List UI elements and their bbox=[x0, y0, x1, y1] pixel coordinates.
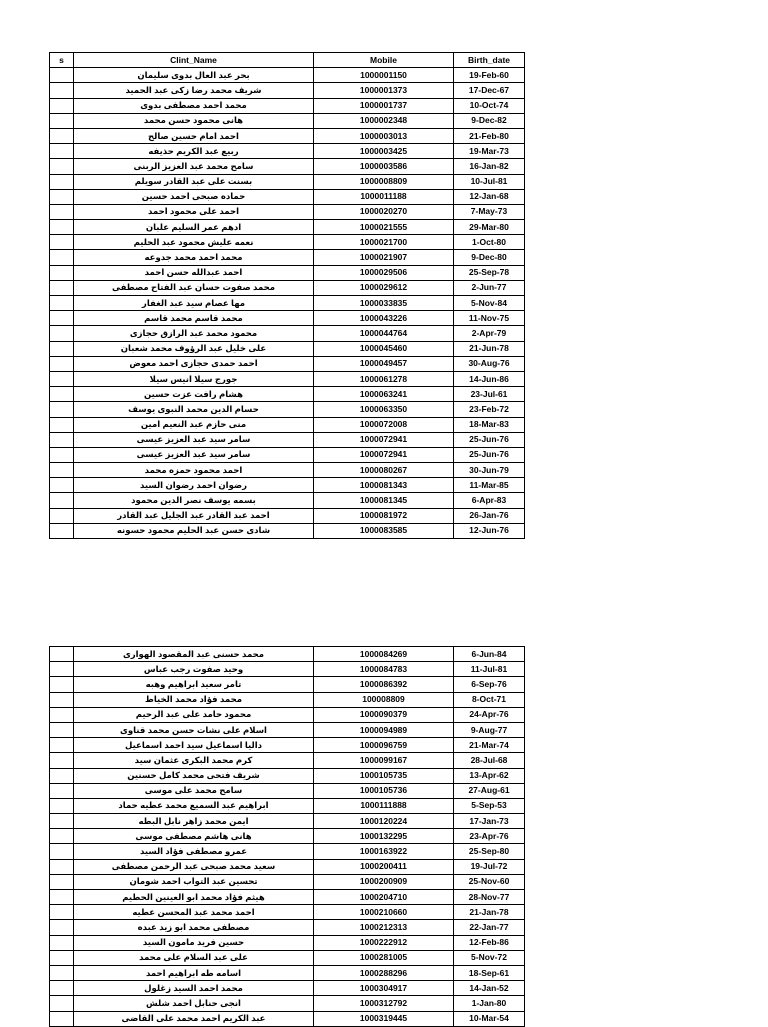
cell-birth-date: 1-Jan-80 bbox=[454, 996, 525, 1011]
cell-mobile: 1000061278 bbox=[314, 371, 454, 386]
cell-s bbox=[50, 463, 74, 478]
cell-s bbox=[50, 829, 74, 844]
table-row bbox=[50, 768, 525, 783]
table-row bbox=[50, 417, 525, 432]
cell-s bbox=[50, 128, 74, 143]
cell-mobile: 1000120224 bbox=[314, 814, 454, 829]
table-row bbox=[50, 738, 525, 753]
cell-birth-date: 30-Aug-76 bbox=[454, 356, 525, 371]
cell-s bbox=[50, 113, 74, 128]
cell-birth-date: 17-Dec-67 bbox=[454, 83, 525, 98]
cell-mobile: 1000063241 bbox=[314, 387, 454, 402]
cell-client-name: حماده صبحى احمد حسين bbox=[74, 189, 314, 204]
table-row bbox=[50, 220, 525, 235]
cell-birth-date: 22-Jan-77 bbox=[454, 920, 525, 935]
table-row bbox=[50, 189, 525, 204]
cell-mobile: 1000001737 bbox=[314, 98, 454, 113]
table-row bbox=[50, 647, 525, 662]
cell-client-name: عبد الكريم احمد محمد على القاضى bbox=[74, 1011, 314, 1026]
cell-mobile: 1000304917 bbox=[314, 981, 454, 996]
cell-client-name: حسام الدين محمد النبوى يوسف bbox=[74, 402, 314, 417]
cell-client-name: بسمه يوسف نصر الدين محمود bbox=[74, 493, 314, 508]
cell-client-name: هانى هاشم مصطفى موسى bbox=[74, 829, 314, 844]
table-row bbox=[50, 814, 525, 829]
cell-client-name: محمد احمد محمد جدوعه bbox=[74, 250, 314, 265]
cell-birth-date: 18-Mar-83 bbox=[454, 417, 525, 432]
cell-birth-date: 11-Jul-81 bbox=[454, 662, 525, 677]
cell-birth-date: 7-May-73 bbox=[454, 204, 525, 219]
cell-birth-date: 25-Nov-60 bbox=[454, 874, 525, 889]
cell-s bbox=[50, 722, 74, 737]
cell-client-name: على عبد السلام على محمد bbox=[74, 950, 314, 965]
cell-client-name: ادهم عمر السليم علبان bbox=[74, 220, 314, 235]
cell-client-name: احمد عبد القادر عبد الجليل عبد القادر bbox=[74, 508, 314, 523]
cell-birth-date: 28-Nov-77 bbox=[454, 890, 525, 905]
cell-mobile: 1000001150 bbox=[314, 68, 454, 83]
cell-s bbox=[50, 950, 74, 965]
cell-mobile: 1000072941 bbox=[314, 432, 454, 447]
cell-birth-date: 25-Sep-78 bbox=[454, 265, 525, 280]
cell-birth-date: 21-Feb-80 bbox=[454, 128, 525, 143]
cell-birth-date: 14-Jun-86 bbox=[454, 371, 525, 386]
cell-mobile: 1000096759 bbox=[314, 738, 454, 753]
cell-s bbox=[50, 371, 74, 386]
cell-s bbox=[50, 508, 74, 523]
cell-s bbox=[50, 432, 74, 447]
cell-mobile: 1000008809 bbox=[314, 174, 454, 189]
cell-mobile: 1000049457 bbox=[314, 356, 454, 371]
cell-mobile: 1000021907 bbox=[314, 250, 454, 265]
table-row bbox=[50, 523, 525, 538]
cell-mobile: 1000003013 bbox=[314, 128, 454, 143]
cell-s bbox=[50, 189, 74, 204]
cell-client-name: احمد امام حسين صالح bbox=[74, 128, 314, 143]
table-row bbox=[50, 874, 525, 889]
cell-mobile: 1000002348 bbox=[314, 113, 454, 128]
cell-client-name: محمد صفوت حسان عبد الفتاح مصطفى bbox=[74, 280, 314, 295]
cell-birth-date: 25-Jun-76 bbox=[454, 432, 525, 447]
cell-s bbox=[50, 68, 74, 83]
cell-client-name: محمد احمد السيد زغلول bbox=[74, 981, 314, 996]
cell-birth-date: 25-Jun-76 bbox=[454, 447, 525, 462]
table-row bbox=[50, 83, 525, 98]
cell-s bbox=[50, 402, 74, 417]
cell-s bbox=[50, 920, 74, 935]
cell-s bbox=[50, 662, 74, 677]
cell-client-name: احمد محمود حمزه محمد bbox=[74, 463, 314, 478]
cell-s bbox=[50, 965, 74, 980]
table-row bbox=[50, 447, 525, 462]
table-row bbox=[50, 250, 525, 265]
cell-s bbox=[50, 905, 74, 920]
cell-client-name: احمد حمدى حجازى احمد معوض bbox=[74, 356, 314, 371]
table-row bbox=[50, 356, 525, 371]
cell-mobile: 1000044764 bbox=[314, 326, 454, 341]
cell-client-name: على خليل عبد الرؤوف محمد شعبان bbox=[74, 341, 314, 356]
cell-mobile: 1000090379 bbox=[314, 707, 454, 722]
cell-s bbox=[50, 874, 74, 889]
cell-s bbox=[50, 341, 74, 356]
cell-s bbox=[50, 417, 74, 432]
cell-client-name: شريف محمد رضا زكى عبد الحميد bbox=[74, 83, 314, 98]
cell-s bbox=[50, 220, 74, 235]
header-s: s bbox=[50, 53, 74, 68]
cell-s bbox=[50, 204, 74, 219]
cell-client-name: جورج سيلا انيس سيلا bbox=[74, 371, 314, 386]
cell-mobile: 1000043226 bbox=[314, 311, 454, 326]
cell-client-name: نعمه عليش محمود عبد الحليم bbox=[74, 235, 314, 250]
table-row bbox=[50, 508, 525, 523]
cell-s bbox=[50, 144, 74, 159]
table-row bbox=[50, 159, 525, 174]
cell-client-name: احمد على محمود احمد bbox=[74, 204, 314, 219]
cell-s bbox=[50, 356, 74, 371]
cell-s bbox=[50, 98, 74, 113]
cell-client-name: سامح محمد عبد العزيز الربنى bbox=[74, 159, 314, 174]
cell-s bbox=[50, 83, 74, 98]
table-row bbox=[50, 981, 525, 996]
cell-mobile: 1000105735 bbox=[314, 768, 454, 783]
cell-birth-date: 23-Jul-61 bbox=[454, 387, 525, 402]
cell-s bbox=[50, 280, 74, 295]
cell-mobile: 1000281005 bbox=[314, 950, 454, 965]
table-row bbox=[50, 859, 525, 874]
cell-birth-date: 14-Jan-52 bbox=[454, 981, 525, 996]
cell-mobile: 1000003425 bbox=[314, 144, 454, 159]
cell-s bbox=[50, 768, 74, 783]
cell-s bbox=[50, 692, 74, 707]
cell-birth-date: 10-Oct-74 bbox=[454, 98, 525, 113]
cell-s bbox=[50, 798, 74, 813]
cell-client-name: حسين فريد مامون السيد bbox=[74, 935, 314, 950]
cell-birth-date: 19-Feb-60 bbox=[454, 68, 525, 83]
table-row bbox=[50, 798, 525, 813]
cell-client-name: سامر سيد عبد العزيز عيسى bbox=[74, 447, 314, 462]
table-row bbox=[50, 463, 525, 478]
cell-client-name: شريف فتحى محمد كامل حسنين bbox=[74, 768, 314, 783]
cell-client-name: مها عصام سيد عبد الغفار bbox=[74, 296, 314, 311]
cell-birth-date: 10-Mar-54 bbox=[454, 1011, 525, 1026]
table-row bbox=[50, 722, 525, 737]
cell-client-name: هيثم فؤاد محمد ابو العينين الحطيم bbox=[74, 890, 314, 905]
cell-mobile: 1000080267 bbox=[314, 463, 454, 478]
cell-client-name: تامر سعيد ابراهيم وهبه bbox=[74, 677, 314, 692]
cell-client-name: سامح محمد على موسى bbox=[74, 783, 314, 798]
table-row bbox=[50, 478, 525, 493]
cell-client-name: شادى حسن عبد الحليم محمود حسونه bbox=[74, 523, 314, 538]
header-birth-date: Birth_date bbox=[454, 53, 525, 68]
cell-mobile: 1000200909 bbox=[314, 874, 454, 889]
cell-s bbox=[50, 478, 74, 493]
cell-client-name: محمود محمد عبد الرازق حجازى bbox=[74, 326, 314, 341]
cell-mobile: 1000200411 bbox=[314, 859, 454, 874]
table-row bbox=[50, 753, 525, 768]
cell-mobile: 1000045460 bbox=[314, 341, 454, 356]
cell-s bbox=[50, 326, 74, 341]
cell-mobile: 1000081343 bbox=[314, 478, 454, 493]
cell-s bbox=[50, 996, 74, 1011]
table-row bbox=[50, 996, 525, 1011]
cell-mobile: 1000063350 bbox=[314, 402, 454, 417]
table-row bbox=[50, 965, 525, 980]
cell-client-name: هانى محمود حسن محمد bbox=[74, 113, 314, 128]
table-row bbox=[50, 296, 525, 311]
cell-birth-date: 19-Mar-73 bbox=[454, 144, 525, 159]
table-row bbox=[50, 113, 525, 128]
cell-mobile: 1000319445 bbox=[314, 1011, 454, 1026]
cell-mobile: 1000288296 bbox=[314, 965, 454, 980]
cell-birth-date: 21-Jan-78 bbox=[454, 905, 525, 920]
cell-mobile: 1000021700 bbox=[314, 235, 454, 250]
table-row bbox=[50, 890, 525, 905]
table-row bbox=[50, 128, 525, 143]
cell-mobile: 1000212313 bbox=[314, 920, 454, 935]
cell-mobile: 1000204710 bbox=[314, 890, 454, 905]
table-row bbox=[50, 280, 525, 295]
table-row bbox=[50, 493, 525, 508]
cell-birth-date: 29-Mar-80 bbox=[454, 220, 525, 235]
cell-mobile: 1000072941 bbox=[314, 447, 454, 462]
cell-birth-date: 17-Jan-73 bbox=[454, 814, 525, 829]
table-row bbox=[50, 707, 525, 722]
cell-s bbox=[50, 981, 74, 996]
cell-s bbox=[50, 250, 74, 265]
cell-client-name: اسامه طه ابراهيم احمد bbox=[74, 965, 314, 980]
cell-client-name: ايمن محمد زاهر نابل البطه bbox=[74, 814, 314, 829]
table-row bbox=[50, 265, 525, 280]
cell-birth-date: 5-Nov-84 bbox=[454, 296, 525, 311]
cell-s bbox=[50, 174, 74, 189]
cell-client-name: منى حازم عبد النعيم امين bbox=[74, 417, 314, 432]
cell-client-name: بحر عبد العال بدوى سليمان bbox=[74, 68, 314, 83]
cell-birth-date: 10-Jul-81 bbox=[454, 174, 525, 189]
cell-mobile: 1000084783 bbox=[314, 662, 454, 677]
cell-s bbox=[50, 311, 74, 326]
cell-s bbox=[50, 493, 74, 508]
table-row bbox=[50, 204, 525, 219]
cell-birth-date: 1-Oct-80 bbox=[454, 235, 525, 250]
table-row bbox=[50, 144, 525, 159]
cell-client-name: محمد حسنى عبد المقصود الهوارى bbox=[74, 647, 314, 662]
table-row bbox=[50, 920, 525, 935]
cell-birth-date: 5-Nov-72 bbox=[454, 950, 525, 965]
cell-client-name: داليا اسماعيل سيد احمد اسماعيل bbox=[74, 738, 314, 753]
cell-birth-date: 12-Feb-86 bbox=[454, 935, 525, 950]
cell-birth-date: 23-Feb-72 bbox=[454, 402, 525, 417]
table-row bbox=[50, 402, 525, 417]
table-row bbox=[50, 829, 525, 844]
cell-mobile: 1000021555 bbox=[314, 220, 454, 235]
table-row bbox=[50, 844, 525, 859]
cell-s bbox=[50, 844, 74, 859]
cell-client-name: ربيع عبد الكريم حذيفه bbox=[74, 144, 314, 159]
cell-s bbox=[50, 387, 74, 402]
table-row bbox=[50, 174, 525, 189]
cell-s bbox=[50, 707, 74, 722]
cell-client-name: احمد عبدالله حسن احمد bbox=[74, 265, 314, 280]
cell-mobile: 1000210660 bbox=[314, 905, 454, 920]
cell-birth-date: 6-Apr-83 bbox=[454, 493, 525, 508]
cell-mobile: 1000072008 bbox=[314, 417, 454, 432]
cell-birth-date: 21-Jun-78 bbox=[454, 341, 525, 356]
table-row bbox=[50, 371, 525, 386]
cell-s bbox=[50, 265, 74, 280]
cell-client-name: سامر سيد عبد العزيز عيسى bbox=[74, 432, 314, 447]
cell-mobile: 1000029506 bbox=[314, 265, 454, 280]
cell-s bbox=[50, 890, 74, 905]
cell-s bbox=[50, 523, 74, 538]
cell-mobile: 1000312792 bbox=[314, 996, 454, 1011]
cell-birth-date: 28-Jul-68 bbox=[454, 753, 525, 768]
cell-client-name: رضوان احمد رضوان السيد bbox=[74, 478, 314, 493]
cell-birth-date: 9-Dec-82 bbox=[454, 113, 525, 128]
cell-s bbox=[50, 753, 74, 768]
table-row bbox=[50, 235, 525, 250]
table-row bbox=[50, 432, 525, 447]
table-row bbox=[50, 387, 525, 402]
table-row bbox=[50, 326, 525, 341]
cell-client-name: عمرو مصطفى فؤاد السيد bbox=[74, 844, 314, 859]
table-row bbox=[50, 98, 525, 113]
cell-mobile: 1000081972 bbox=[314, 508, 454, 523]
table-row bbox=[50, 341, 525, 356]
cell-mobile: 1000011188 bbox=[314, 189, 454, 204]
cell-client-name: هشام رافت عزت حسين bbox=[74, 387, 314, 402]
cell-birth-date: 27-Aug-61 bbox=[454, 783, 525, 798]
cell-mobile: 1000086392 bbox=[314, 677, 454, 692]
header-row bbox=[50, 53, 525, 68]
table-row bbox=[50, 311, 525, 326]
cell-client-name: ابراهيم عبد السميع محمد عطيه حماد bbox=[74, 798, 314, 813]
cell-mobile: 1000111888 bbox=[314, 798, 454, 813]
table-row bbox=[50, 935, 525, 950]
table-row bbox=[50, 950, 525, 965]
cell-birth-date: 19-Jul-72 bbox=[454, 859, 525, 874]
cell-s bbox=[50, 235, 74, 250]
cell-birth-date: 12-Jan-68 bbox=[454, 189, 525, 204]
table-row bbox=[50, 783, 525, 798]
cell-mobile: 1000105736 bbox=[314, 783, 454, 798]
cell-client-name: بسنت على عبد القادر سويلم bbox=[74, 174, 314, 189]
cell-birth-date: 11-Mar-85 bbox=[454, 478, 525, 493]
cell-mobile: 1000001373 bbox=[314, 83, 454, 98]
table-row bbox=[50, 68, 525, 83]
table-row bbox=[50, 905, 525, 920]
cell-birth-date: 16-Jan-82 bbox=[454, 159, 525, 174]
cell-client-name: محمد قاسم محمد قاسم bbox=[74, 311, 314, 326]
cell-mobile: 1000222912 bbox=[314, 935, 454, 950]
cell-client-name: محمد فؤاد محمد الخياط bbox=[74, 692, 314, 707]
cell-client-name: محمد احمد مصطفى بدوى bbox=[74, 98, 314, 113]
cell-mobile: 1000163922 bbox=[314, 844, 454, 859]
cell-client-name: اسلام على نشات حسن محمد قناوى bbox=[74, 722, 314, 737]
cell-client-name: مصطفى محمد ابو زيد عبده bbox=[74, 920, 314, 935]
cell-birth-date: 26-Jan-76 bbox=[454, 508, 525, 523]
cell-birth-date: 30-Jun-79 bbox=[454, 463, 525, 478]
cell-s bbox=[50, 296, 74, 311]
cell-birth-date: 25-Sep-80 bbox=[454, 844, 525, 859]
table-row bbox=[50, 677, 525, 692]
cell-s bbox=[50, 647, 74, 662]
cell-mobile: 1000003586 bbox=[314, 159, 454, 174]
cell-birth-date: 12-Jun-76 bbox=[454, 523, 525, 538]
cell-mobile: 1000094989 bbox=[314, 722, 454, 737]
cell-s bbox=[50, 814, 74, 829]
client-table-2 bbox=[49, 646, 525, 1027]
cell-birth-date: 24-Apr-76 bbox=[454, 707, 525, 722]
cell-birth-date: 9-Aug-77 bbox=[454, 722, 525, 737]
cell-mobile: 1000029612 bbox=[314, 280, 454, 295]
cell-birth-date: 8-Oct-71 bbox=[454, 692, 525, 707]
cell-s bbox=[50, 447, 74, 462]
table-row bbox=[50, 662, 525, 677]
cell-birth-date: 13-Apr-62 bbox=[454, 768, 525, 783]
cell-client-name: انجى حنابل احمد شلش bbox=[74, 996, 314, 1011]
cell-s bbox=[50, 159, 74, 174]
cell-birth-date: 5-Sep-53 bbox=[454, 798, 525, 813]
cell-birth-date: 18-Sep-61 bbox=[454, 965, 525, 980]
cell-mobile: 1000084269 bbox=[314, 647, 454, 662]
header-client-name: Clint_Name bbox=[74, 53, 314, 68]
cell-birth-date: 23-Apr-76 bbox=[454, 829, 525, 844]
cell-mobile: 1000132295 bbox=[314, 829, 454, 844]
cell-birth-date: 2-Jun-77 bbox=[454, 280, 525, 295]
client-table-1 bbox=[49, 52, 525, 539]
cell-client-name: وحيد صفوت رجب عباس bbox=[74, 662, 314, 677]
cell-client-name: كرم محمد البكرى عثمان سيد bbox=[74, 753, 314, 768]
cell-mobile: 1000099167 bbox=[314, 753, 454, 768]
cell-mobile: 100008809 bbox=[314, 692, 454, 707]
cell-s bbox=[50, 738, 74, 753]
cell-birth-date: 6-Sep-76 bbox=[454, 677, 525, 692]
cell-mobile: 1000081345 bbox=[314, 493, 454, 508]
cell-client-name: تحسين عبد التواب احمد شومان bbox=[74, 874, 314, 889]
cell-birth-date: 21-Mar-74 bbox=[454, 738, 525, 753]
cell-s bbox=[50, 783, 74, 798]
cell-birth-date: 2-Apr-79 bbox=[454, 326, 525, 341]
cell-s bbox=[50, 935, 74, 950]
cell-client-name: سعيد محمد صبحى عبد الرحمن مصطفى bbox=[74, 859, 314, 874]
cell-s bbox=[50, 859, 74, 874]
cell-birth-date: 6-Jun-84 bbox=[454, 647, 525, 662]
cell-client-name: احمد محمد عبد المحسن عطيه bbox=[74, 905, 314, 920]
cell-mobile: 1000083585 bbox=[314, 523, 454, 538]
cell-s bbox=[50, 677, 74, 692]
cell-mobile: 1000033835 bbox=[314, 296, 454, 311]
table-row bbox=[50, 692, 525, 707]
header-mobile: Mobile bbox=[314, 53, 454, 68]
cell-client-name: محمود حامد على عبد الرحيم bbox=[74, 707, 314, 722]
cell-birth-date: 9-Dec-80 bbox=[454, 250, 525, 265]
cell-birth-date: 11-Nov-75 bbox=[454, 311, 525, 326]
cell-mobile: 1000020270 bbox=[314, 204, 454, 219]
